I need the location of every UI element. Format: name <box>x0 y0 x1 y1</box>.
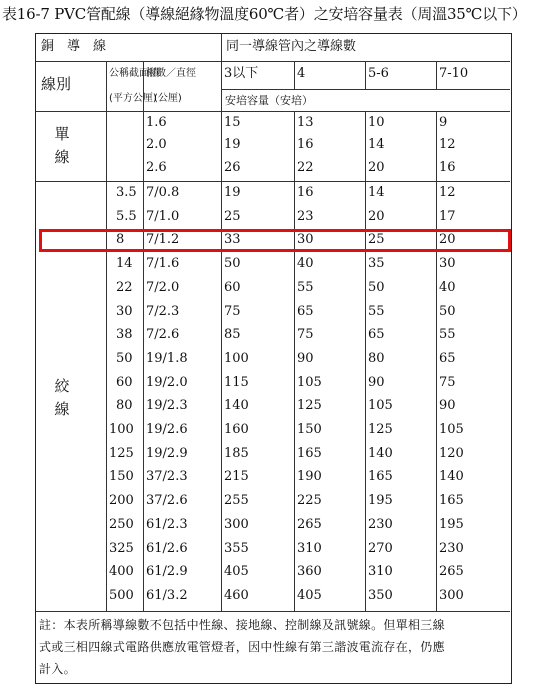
count-col-header: 3以下 <box>224 66 259 81</box>
ampacity-cell: 16 <box>297 137 314 153</box>
ampacity-cell: 30 <box>439 256 456 272</box>
ampacity-cell: 20 <box>439 232 456 248</box>
ampacity-cell: 270 <box>368 540 393 556</box>
single-wire-char: 線 <box>54 148 70 166</box>
ampacity-cell: 90 <box>368 374 385 390</box>
strand-cell: 7/1.0 <box>146 208 180 224</box>
ampacity-cell: 19 <box>224 137 241 153</box>
strand-cell: 2.6 <box>146 159 167 175</box>
ampacity-cell: 120 <box>439 445 464 461</box>
ampacity-cell: 40 <box>297 256 314 272</box>
cross-section-cell: 200 <box>109 493 134 509</box>
ampacity-cell: 50 <box>224 256 241 272</box>
single-wire-char: 單 <box>54 125 70 143</box>
cross-section-cell: 14 <box>116 256 133 272</box>
count-col-header: 7-10 <box>439 66 469 81</box>
row-divider <box>36 111 510 112</box>
ampacity-cell: 20 <box>368 159 385 175</box>
ampacity-cell: 300 <box>439 587 464 603</box>
strand-cell: 61/3.2 <box>146 587 188 603</box>
ampacity-cell: 16 <box>439 159 456 175</box>
ampacity-cell: 90 <box>297 350 314 366</box>
ampacity-cell: 12 <box>439 185 456 200</box>
ampacity-cell: 165 <box>439 493 464 509</box>
strand-cell: 19/2.0 <box>146 374 188 390</box>
ampacity-cell: 25 <box>224 208 241 224</box>
ampacity-cell: 265 <box>439 564 464 580</box>
row-divider <box>36 611 510 612</box>
same-conduit-header: 同一導線管內之導線數 <box>226 39 357 54</box>
ampacity-cell: 17 <box>439 208 456 224</box>
ampacity-cell: 185 <box>224 445 249 461</box>
strand-cell: 61/2.9 <box>146 564 188 580</box>
ampacity-cell: 230 <box>368 516 393 532</box>
cross-section-cell: 50 <box>116 350 133 366</box>
ampacity-cell: 195 <box>439 516 464 532</box>
ampacity-cell: 105 <box>297 374 322 390</box>
note-line: 計入。 <box>39 662 76 676</box>
col-divider <box>143 62 144 612</box>
col-divider <box>436 62 437 90</box>
cross-section-cell: 38 <box>116 327 133 343</box>
ampacity-cell: 23 <box>297 208 314 224</box>
row-divider <box>36 61 510 62</box>
strand-cell: 7/2.3 <box>146 303 180 319</box>
strand-cell: 19/2.3 <box>146 398 188 414</box>
cross-section-cell: 8 <box>116 232 125 248</box>
ampacity-cell: 75 <box>224 303 241 319</box>
ampacity-cell: 65 <box>297 303 314 319</box>
table-title: 表16-7 PVC管配線（導線絕緣物溫度60℃者）之安培容量表（周溫35℃以下） <box>2 5 527 23</box>
ampacity-cell: 160 <box>224 422 249 437</box>
strands-header: 根數／直徑 <box>146 68 196 79</box>
col-divider <box>294 62 295 90</box>
ampacity-cell: 140 <box>439 469 464 485</box>
ampacity-cell: 230 <box>439 540 464 556</box>
ampacity-header: 安培容量（安培） <box>225 94 313 107</box>
ampacity-cell: 405 <box>297 587 322 603</box>
strand-cell: 7/2.0 <box>146 279 180 295</box>
ampacity-cell: 140 <box>224 398 249 414</box>
stranded-wire-label <box>52 376 72 419</box>
ampacity-cell: 350 <box>368 587 393 603</box>
conductor-header: 銅 導 線 <box>41 39 107 54</box>
col-divider <box>436 112 437 612</box>
ampacity-cell: 190 <box>297 469 322 485</box>
strand-cell: 2.0 <box>146 137 167 153</box>
cross-section-cell: 30 <box>116 303 133 319</box>
ampacity-cell: 35 <box>368 256 385 272</box>
ampacity-cell: 16 <box>297 185 314 200</box>
strands-unit: (公厘) <box>154 93 182 104</box>
ampacity-cell: 215 <box>224 469 249 485</box>
ampacity-cell: 60 <box>224 279 241 295</box>
ampacity-cell: 14 <box>368 137 385 153</box>
ampacity-cell: 50 <box>439 303 456 319</box>
cross-section-cell: 3.5 <box>116 185 137 200</box>
col-divider <box>365 62 366 90</box>
count-col-header: 4 <box>297 66 306 81</box>
strand-cell: 19/2.6 <box>146 422 188 437</box>
ampacity-cell: 55 <box>297 279 314 295</box>
col-divider <box>221 34 222 612</box>
cross-section-cell: 250 <box>109 516 134 532</box>
strand-cell: 7/1.6 <box>146 256 180 272</box>
ampacity-cell: 55 <box>368 303 385 319</box>
ampacity-table <box>35 33 512 684</box>
ampacity-cell: 360 <box>297 564 322 580</box>
strand-cell: 37/2.3 <box>146 469 188 485</box>
stranded-wire-char: 線 <box>54 400 70 418</box>
col-divider <box>106 62 107 112</box>
cross-section-cell: 22 <box>116 279 133 295</box>
row-divider <box>221 89 510 90</box>
ampacity-cell: 115 <box>224 374 249 390</box>
cross-section-cell: 125 <box>109 445 134 461</box>
ampacity-cell: 19 <box>224 185 241 200</box>
strand-cell: 1.6 <box>146 115 167 130</box>
ampacity-cell: 225 <box>297 493 322 509</box>
ampacity-cell: 30 <box>297 232 314 248</box>
ampacity-cell: 265 <box>297 516 322 532</box>
ampacity-cell: 90 <box>439 398 456 414</box>
ampacity-cell: 13 <box>297 115 314 130</box>
note-line: 註：本表所稱導線數不包括中性線、接地線、控制線及訊號線。但單相三線 <box>39 618 445 632</box>
ampacity-cell: 255 <box>224 493 249 509</box>
cross-section-cell: 325 <box>109 540 134 556</box>
ampacity-cell: 105 <box>368 398 393 414</box>
cross-section-cell: 100 <box>109 422 134 437</box>
ampacity-cell: 22 <box>297 159 314 175</box>
ampacity-cell: 125 <box>297 398 322 414</box>
ampacity-cell: 55 <box>439 327 456 343</box>
ampacity-cell: 355 <box>224 540 249 556</box>
strand-cell: 61/2.6 <box>146 540 188 556</box>
ampacity-cell: 165 <box>368 469 393 485</box>
ampacity-cell: 460 <box>224 587 249 603</box>
ampacity-cell: 125 <box>368 422 393 437</box>
ampacity-cell: 26 <box>224 159 241 175</box>
ampacity-cell: 105 <box>439 422 464 437</box>
ampacity-cell: 40 <box>439 279 456 295</box>
cross-section-header: 公稱截面積 <box>109 68 159 79</box>
strand-cell: 61/2.3 <box>146 516 188 532</box>
note-line: 式或三相四線式電路供應放電管燈者，因中性線有第三諧波電流存在，仍應 <box>39 640 445 654</box>
ampacity-cell: 140 <box>368 445 393 461</box>
ampacity-cell: 9 <box>439 115 448 130</box>
cross-section-cell: 5.5 <box>116 208 137 224</box>
ampacity-cell: 195 <box>368 493 393 509</box>
ampacity-cell: 20 <box>368 208 385 224</box>
ampacity-cell: 65 <box>368 327 385 343</box>
ampacity-cell: 300 <box>224 516 249 532</box>
ampacity-cell: 12 <box>439 137 456 153</box>
count-col-header: 5-6 <box>368 66 389 81</box>
ampacity-cell: 150 <box>297 422 322 437</box>
cross-section-cell: 150 <box>109 469 134 485</box>
ampacity-cell: 75 <box>439 374 456 390</box>
strand-cell: 19/1.8 <box>146 350 188 366</box>
highlight-box <box>39 229 511 252</box>
ampacity-cell: 80 <box>368 350 385 366</box>
cross-section-cell: 80 <box>116 398 133 414</box>
ampacity-cell: 10 <box>368 115 385 130</box>
cross-section-cell: 500 <box>109 587 134 603</box>
strand-cell: 7/2.6 <box>146 327 180 343</box>
ampacity-cell: 25 <box>368 232 385 248</box>
ampacity-cell: 15 <box>224 115 241 130</box>
cross-section-unit: (平方公厘) <box>109 93 157 104</box>
wire-type-header: 線別 <box>41 75 72 93</box>
cross-section-cell: 60 <box>116 374 133 390</box>
cross-section-cell: 400 <box>109 564 134 580</box>
ampacity-cell: 33 <box>224 232 241 248</box>
stranded-wire-char: 絞 <box>54 377 70 395</box>
ampacity-cell: 100 <box>224 350 249 366</box>
strand-cell: 7/0.8 <box>146 185 180 200</box>
ampacity-cell: 165 <box>297 445 322 461</box>
ampacity-cell: 85 <box>224 327 241 343</box>
ampacity-cell: 50 <box>368 279 385 295</box>
ampacity-cell: 75 <box>297 327 314 343</box>
col-divider <box>294 112 295 612</box>
ampacity-cell: 14 <box>368 185 385 200</box>
ampacity-cell: 310 <box>297 540 322 556</box>
ampacity-cell: 405 <box>224 564 249 580</box>
row-divider <box>36 181 510 182</box>
single-wire-label <box>52 124 72 167</box>
ampacity-cell: 65 <box>439 350 456 366</box>
strand-cell: 37/2.6 <box>146 493 188 509</box>
ampacity-cell: 310 <box>368 564 393 580</box>
col-divider <box>106 112 107 612</box>
strand-cell: 7/1.2 <box>146 232 180 248</box>
strand-cell: 19/2.9 <box>146 445 188 461</box>
col-divider <box>365 112 366 612</box>
